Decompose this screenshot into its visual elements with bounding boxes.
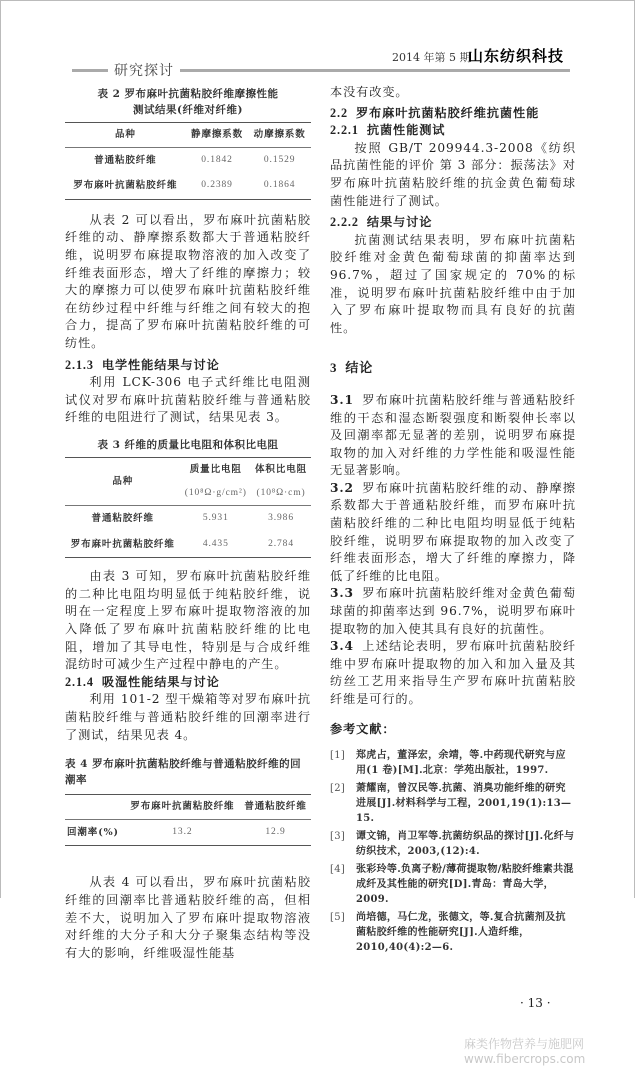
heading-2-2-1 xyxy=(330,122,576,140)
th: 普通粘胶纤维 xyxy=(244,801,307,813)
conclusion-3-2 xyxy=(330,480,576,586)
item-number: 3.2 xyxy=(330,480,354,495)
ref-text: 尚培德，马仁龙，张德文，等.复合抗菌剂及抗菌粘胶纤维的性能研究[J].人造纤维，2010,40(4):2—6. xyxy=(356,912,566,954)
ref-number: [4] xyxy=(330,864,346,876)
paragraph: 利用 LCK-306 电子式纤维比电阻测试仪对罗布麻叶抗菌粘胶纤维与普通粘胶纤维的电阻进行了测试，结果见表 3。 xyxy=(65,375,311,425)
cell: 0.1529 xyxy=(263,154,296,165)
ref-number: [3] xyxy=(330,831,346,843)
table3 xyxy=(65,457,311,558)
reference-item xyxy=(330,748,576,778)
heading-3 xyxy=(330,359,576,378)
table4 xyxy=(65,794,311,846)
table-row xyxy=(65,506,311,532)
heading-2-2-2 xyxy=(330,214,576,232)
conclusion-3-4 xyxy=(330,638,576,708)
conclusion-3-3 xyxy=(330,585,576,638)
issue-label: 2014 年第 5 期 xyxy=(392,51,471,64)
heading-title: 抗菌性能测试 xyxy=(366,123,446,138)
reference-item xyxy=(330,829,576,859)
cell: 2.784 xyxy=(268,538,294,549)
paragraph: 抗菌测试结果表明，罗布麻叶抗菌粘胶纤维对金黄色葡萄球菌的抑菌率达到 96.7%，超过了国家规定的 70%的标准，说明罗布麻叶抗菌粘胶纤维中由于加入了罗布麻叶提取物而具有良好的抗菌性。 xyxy=(330,232,576,335)
reference-item xyxy=(330,862,576,907)
table-row xyxy=(65,819,311,846)
cell: 普通粘胶纤维 xyxy=(91,513,154,525)
item-text: 罗布麻叶抗菌粘胶纤维与普通粘胶纤维的干态和湿态断裂强度和断裂伸长率以及回潮率都无显著的差别，说明罗布麻提取物的加入对纤维的力学性能和吸湿性能无显著影响。 xyxy=(330,392,576,478)
item-number: 3.1 xyxy=(330,392,354,407)
paragraph: 从表 2 可以看出，罗布麻叶抗菌粘胶纤维的动、静摩擦系数都大于普通粘胶纤维，说明罗布麻提取物溶液的加入改变了纤维表面形态，增大了纤维的摩擦力；较大的摩擦力可以使罗布麻叶抗菌粘胶纤维在纺纱过程中纤维与纤维之间有较大的抱合力，提高了罗布麻叶抗菌粘胶纤维的可纺性。 xyxy=(65,212,311,350)
heading-2-1-4 xyxy=(65,674,311,692)
ref-text: 郑虎占，董泽宏，余靖，等.中药现代研究与应用(1 卷)[M].北京：学苑出版社，1997. xyxy=(356,750,566,777)
table4-caption: 表 4 罗布麻叶抗菌粘胶纤维与普通粘胶纤维的回潮率 xyxy=(65,758,302,787)
th: 品种 xyxy=(112,475,134,487)
cell: 5.931 xyxy=(202,513,229,524)
heading-number: 2.2.2 xyxy=(330,215,359,230)
th-unit: (10⁸Ω·cm) xyxy=(256,487,306,498)
table2-caption-2: 测试结果(纤维对纤维) xyxy=(133,104,243,116)
item-text: 罗布麻叶抗菌粘胶纤维的动、静摩擦系数都大于普通粘胶纤维，而罗布麻叶抗菌粘胶纤维的二种比电阻均明显低于纯粘胶纤维，说明罗布麻提取物的加入改变了纤维表面形态，增大了纤维的摩擦力，降低了纤维的比电阻。 xyxy=(330,480,576,583)
table2 xyxy=(65,122,311,200)
watermark-line-2: www.fibercrops.com xyxy=(464,1052,586,1067)
left-column xyxy=(65,86,311,962)
journal-logo: 山东纺织科技 xyxy=(468,47,565,65)
cell: 3.986 xyxy=(268,513,294,524)
watermark-line-1: 麻类作物营养与施肥网 xyxy=(464,1037,585,1052)
th: 静摩擦系数 xyxy=(191,129,244,140)
cell: 罗布麻叶抗菌粘胶纤维 xyxy=(70,538,175,550)
ref-number: [1] xyxy=(330,750,346,762)
reference-item xyxy=(330,910,576,955)
ref-text: 萧耀南，曾汉民等.抗菌、消臭功能纤维的研究进展[J].材料科学与工程，2001,19(1):13—15. xyxy=(356,783,572,825)
watermark xyxy=(464,1037,584,1067)
cell: 13.2 xyxy=(172,826,193,837)
table2-caption: 表 2 罗布麻叶抗菌粘胶纤维摩擦性能 xyxy=(97,88,279,100)
paragraph: 按照 GB/T 209944.3-2008《纺织品抗菌性能的评价 第 3 部分：振荡法》对罗布麻叶抗菌粘胶纤维的抗金黄色葡萄球菌性能进行了测试。 xyxy=(330,140,576,208)
heading-2-1-3 xyxy=(65,357,311,375)
right-column xyxy=(330,84,586,1067)
conclusion-3-1 xyxy=(330,392,576,480)
cell: 4.435 xyxy=(202,538,229,549)
cell: 0.1864 xyxy=(263,180,296,191)
heading-number: 2.2 xyxy=(330,105,348,120)
heading-title: 吸湿性能结果与讨论 xyxy=(101,674,220,689)
ref-number: [5] xyxy=(330,912,346,924)
th: 罗布麻叶抗菌粘胶纤维 xyxy=(130,801,235,813)
heading-title: 结果与讨论 xyxy=(366,215,433,230)
heading-title: 电学性能结果与讨论 xyxy=(101,357,220,372)
cell: 0.1842 xyxy=(201,154,233,165)
page-number: · 13 · xyxy=(520,996,551,1011)
heading-number: 3 xyxy=(330,360,338,376)
cell: 0.2389 xyxy=(201,180,233,191)
item-number: 3.4 xyxy=(330,639,354,654)
table-row xyxy=(65,173,311,199)
heading-number: 2.2.1 xyxy=(330,123,359,138)
references-list xyxy=(330,748,576,955)
cell: 普通粘胶纤维 xyxy=(94,154,157,166)
table3-caption: 表 3 纤维的质量比电阻和体积比电阻 xyxy=(97,438,279,451)
paragraph: 从表 4 可以看出，罗布麻叶抗菌粘胶纤维的回潮率比普通粘胶纤维的高，但相差不大，说明加入了罗布麻叶提取物溶液对纤维的大分子和大分子聚集态结构等没有大的影响，纤维吸湿性能基 xyxy=(65,875,311,960)
cell: 回潮率(%) xyxy=(67,826,119,838)
ref-text: 谭文锦，肖卫军等.抗菌纺织品的探讨[J].化纤与纺织技术，2003,(12):4. xyxy=(356,831,575,858)
item-text: 罗布麻叶抗菌粘胶纤维对金黄色葡萄球菌的抑菌率达到 96.7%，说明罗布麻叶提取物的加入使其具有良好的抗菌性。 xyxy=(330,586,576,636)
th-unit: (10⁸Ω·g/cm²) xyxy=(184,487,247,498)
paragraph: 由表 3 可知，罗布麻叶抗菌粘胶纤维的二种比电阻均明显低于纯粘胶纤维，说明在一定程度上罗布麻叶提取物溶液的加入降低了罗布麻叶抗菌粘胶纤维的比电阻，增加了其导电性，特别是与合成纤维混纺时可减少生产过程中静电的产生。 xyxy=(65,569,311,672)
th xyxy=(65,795,125,820)
reference-item xyxy=(330,781,576,826)
heading-2-2 xyxy=(330,105,576,123)
th: 质量比电阻 xyxy=(189,463,242,475)
heading-title: 结论 xyxy=(345,361,374,377)
table-row xyxy=(65,532,311,558)
item-text: 上述结论表明，罗布麻叶抗菌粘胶纤维中罗布麻叶提取物的加入和加入量及其纺丝工艺用来指导生产罗布麻叶抗菌粘胶纤维是可行的。 xyxy=(330,639,576,706)
th: 动摩擦系数 xyxy=(253,129,306,140)
heading-title: 罗布麻叶抗菌粘胶纤维抗菌性能 xyxy=(355,105,540,120)
ref-text: 张彩玲等.负离子粉/薄荷提取物/粘胶纤维素共混成纤及其性能的研究[D].青岛：青岛大学，2009. xyxy=(356,864,574,906)
th: 品种 xyxy=(114,129,136,140)
paragraph: 本没有改变。 xyxy=(330,85,409,99)
heading-number: 2.1.4 xyxy=(65,674,94,689)
section-label: 研究探讨 xyxy=(108,60,180,80)
paragraph: 利用 101-2 型干燥箱等对罗布麻叶抗菌粘胶纤维与普通粘胶纤维的回潮率进行了测试，结果见表 4。 xyxy=(65,692,311,742)
ref-number: [2] xyxy=(330,783,346,795)
cell: 12.9 xyxy=(265,826,286,837)
references-title: 参考文献： xyxy=(330,721,396,736)
item-number: 3.3 xyxy=(330,586,354,601)
cell: 罗布麻叶抗菌粘胶纤维 xyxy=(73,180,178,192)
heading-number: 2.1.3 xyxy=(65,357,94,372)
table-row xyxy=(65,147,311,173)
th: 体积比电阻 xyxy=(255,463,308,475)
